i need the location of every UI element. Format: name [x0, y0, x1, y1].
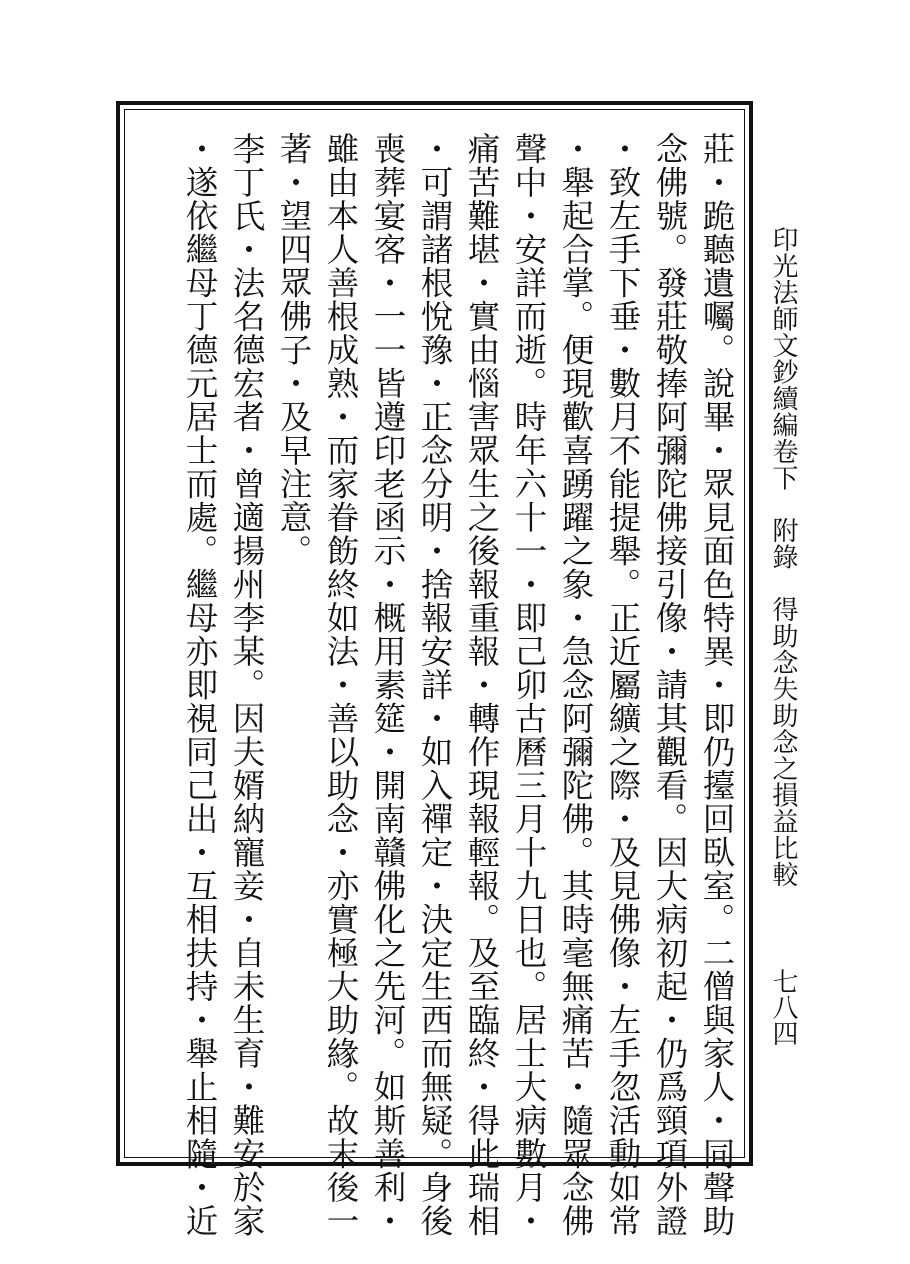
- running-header: [770, 226, 796, 888]
- article-title: 得助念失助念之損益比較: [768, 596, 798, 888]
- text-column-2: 念佛號。發莊敬捧阿彌陀佛接引像・請其觀看。因大病初起・仍爲頸項外證: [651, 132, 689, 1238]
- text-column-11: 李丁氏・法名德宏者・曾適揚州李某。因夫婿納寵妾・自未生育・難安於家: [228, 132, 266, 1238]
- page-number: 七八四: [768, 968, 798, 1046]
- text-column-3: ・致左手下垂・數月不能提舉。正近屬纊之際・及見佛像・左手忽活動如常: [604, 132, 642, 1238]
- text-column-8: 喪葬宴客・一一皆遵印老函示・概用素筵・開南贛佛化之先河。如斯善利・: [369, 132, 407, 1238]
- text-column-7: ・可謂諸根悅豫・正念分明・捨報安詳・如入禪定・決定生西而無疑。身後: [416, 132, 454, 1238]
- text-column-10: 著・望四眾佛子・及早注意。: [275, 132, 313, 568]
- text-column-12: ・遂依繼母丁德元居士而處。繼母亦即視同己出・互相扶持・舉止相隨・近: [181, 132, 219, 1238]
- text-column-9: 雖由本人善根成熟・而家眷飭終如法・善以助念・亦實極大助緣。故末後一: [322, 132, 360, 1238]
- text-column-6: 痛苦難堪・實由惱害眾生之後報重報・轉作現報輕報。及至臨終・得此瑞相: [463, 132, 501, 1238]
- text-column-5: 聲中・安詳而逝。時年六十一・即己卯古曆三月十九日也。居士大病數月・: [510, 132, 548, 1238]
- text-column-1: 莊・跪聽遺囑。說畢・眾見面色特異・即仍擡回臥室。二僧與家人・同聲助: [698, 132, 736, 1238]
- book-title: 印光法師文鈔續編卷下: [768, 226, 798, 491]
- section-label: 附錄: [768, 517, 798, 570]
- text-column-4: ・舉起合掌。便現歡喜踴躍之象・急念阿彌陀佛。其時毫無痛苦・隨眾念佛: [557, 132, 595, 1238]
